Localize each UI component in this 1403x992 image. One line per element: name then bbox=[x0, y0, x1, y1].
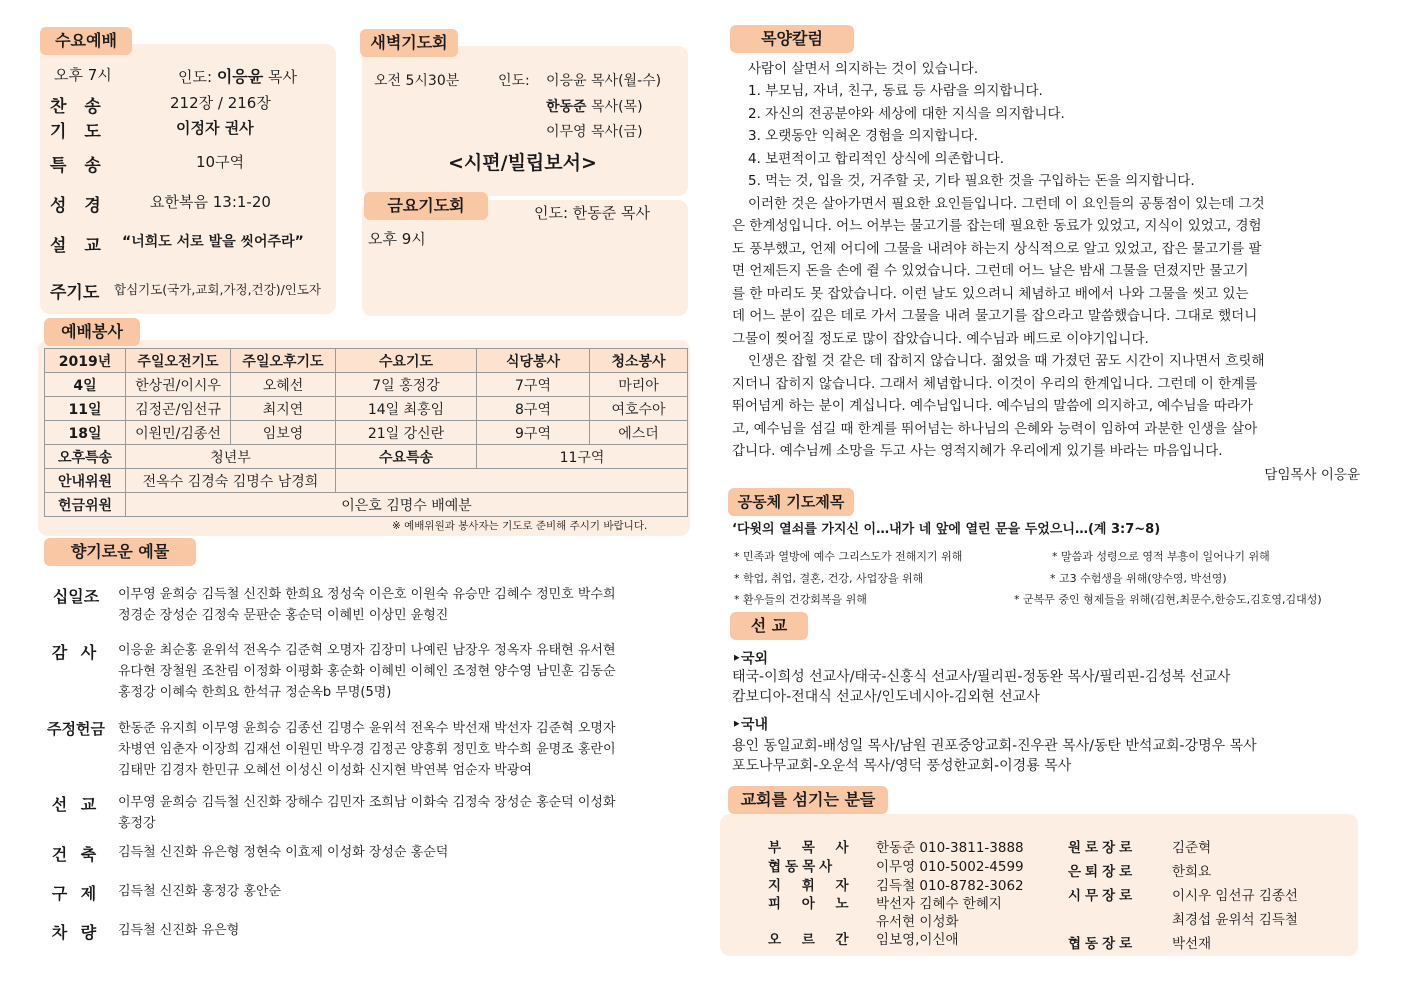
staff-right-row: 협동장로 박선재 bbox=[1068, 936, 1212, 952]
table-row: 11일 김정곤/임선규 최지연 14일 최홍임 8구역 여호수아 bbox=[45, 397, 688, 421]
friday-leader: 인도: 한동준 목사 bbox=[534, 204, 651, 222]
prayer-item: * 고3 수험생을 위해(양수영, 박선영) bbox=[1050, 572, 1227, 585]
mission-title: 선 교 bbox=[730, 612, 808, 640]
column-line: 3. 오랫동안 익혀온 경험을 의지합니다. bbox=[748, 128, 978, 144]
column-line: 갑니다. 예수님께 소망을 두고 사는 영적지혜가 우리에게 있기를 바라는 마음입니다. bbox=[732, 443, 1223, 459]
mission-overseas-label: ‣국외 bbox=[732, 651, 768, 667]
wed-row-scripture: 성 경 요한복음 13:1-20 bbox=[50, 193, 271, 216]
column-line: 1. 부모님, 자녀, 친구, 동료 등 사람을 의지합니다. bbox=[748, 83, 1043, 99]
service-header-row: 2019년 주일오전기도 주일오후기도 수요기도 식당봉사 청소봉사 bbox=[45, 349, 688, 373]
service-table bbox=[44, 348, 688, 517]
offering-members-row: 헌금위원 이은호 김명수 배예분 bbox=[45, 493, 688, 517]
staff-left-row: 지 휘 자 김득철 010-8782-3062 bbox=[768, 878, 1024, 894]
community-title: 공동체 기도제목 bbox=[728, 488, 854, 516]
friday-title: 금요기도회 bbox=[364, 192, 488, 220]
column-line: 도 풍부했고, 언제 어디에 그물을 내려야 하는지 상식적으로 알고 있었고, 잡은 물고기를 팔 bbox=[732, 241, 1262, 257]
dawn-leader-2: 한동준 목사(목) bbox=[546, 99, 643, 115]
ushers-row: 안내위원 전옥수 김경숙 김명수 남경희 bbox=[45, 469, 688, 493]
staff-right-row: 원로장로 김준혁 bbox=[1068, 840, 1212, 856]
wednesday-leader: 인도: 이응윤 목사 bbox=[178, 67, 297, 86]
wed-row-hymn: 찬 송 212장 / 216장 bbox=[50, 94, 271, 117]
column-line: 4. 보편적이고 합리적인 상식에 의존합니다. bbox=[748, 151, 1005, 167]
wed-row-prayer: 기 도 이정자 권사 bbox=[50, 119, 254, 142]
dawn-time: 오전 5시30분 bbox=[374, 73, 460, 89]
table-row: 18일 이원민/김종선 임보영 21일 강신란 9구역 에스더 bbox=[45, 421, 688, 445]
column-signature: 담임목사 이응윤 bbox=[1264, 467, 1360, 483]
column-line: 를 한 마리도 못 잡았습니다. 이런 날도 있으려니 체념하고 배에서 나와 그물을 씻고 있는 bbox=[732, 286, 1249, 302]
dawn-title: 새벽기도회 bbox=[360, 29, 458, 57]
column-line: 은 한계성입니다. 어느 어부는 물고기를 잡는데 필요한 동료가 있었고, 지식이 있었고, 경험 bbox=[732, 218, 1262, 234]
dawn-leader-1: 이응윤 목사(월-수) bbox=[546, 73, 662, 89]
mission-domestic-line: 포도나무교회-오운석 목사/영덕 풍성한교회-이경룡 목사 bbox=[732, 758, 1072, 774]
prayer-item: * 군복무 중인 형제들을 위해(김현,최문수,한승도,김호영,김대성) bbox=[1014, 593, 1322, 606]
mission-overseas-line: 캄보디아-전대식 선교사/인도네시아-김외현 선교사 bbox=[732, 689, 1040, 705]
prayer-item: * 민족과 열방에 예수 그리스도가 전해지기 위해 bbox=[734, 550, 963, 563]
staff-left-row: 피 아 노 박선자 김혜수 한혜지 bbox=[768, 896, 1002, 912]
wed-row-lords-prayer: 주기도 합심기도(국가,교회,가정,건강)/인도자 bbox=[50, 282, 322, 303]
column-line: 면 언제든지 돈을 손에 쥘 수 있었습니다. 그런데 어느 날은 밤새 그물을 던졌지만 물고기 bbox=[732, 263, 1249, 279]
wed-row-sermon: 설 교 “너희도 서로 발을 씻어주라” bbox=[50, 234, 304, 256]
column-line: 사람이 살면서 의지하는 것이 있습니다. bbox=[748, 61, 979, 77]
column-line: 뛰어넘게 하는 분이 계십니다. 예수님입니다. 예수님의 말씀에 의지하고, 예수님을 따라가 bbox=[732, 398, 1253, 414]
community-verse: ‘다윗의 열쇠를 가지신 이…내가 네 앞에 열린 문을 두었으니…(계 3:7~8) bbox=[732, 522, 1161, 537]
wednesday-title: 수요예배 bbox=[40, 27, 132, 55]
column-title: 목양칼럼 bbox=[730, 25, 854, 53]
mission-domestic-line: 용인 동일교회-배성일 목사/남원 권포중앙교회-진우관 목사/동탄 반석교회-강명우 목사 bbox=[732, 738, 1257, 754]
mission-domestic-label: ‣국내 bbox=[732, 717, 768, 733]
dawn-leader-label: 인도: bbox=[498, 73, 530, 89]
dawn-reading: <시편/빌립보서> bbox=[448, 152, 597, 174]
column-line: 인생은 잡힐 것 같은 데 잡히지 않습니다. 젊었을 때 가졌던 꿈도 시간이 지나면서 흐릿해 bbox=[748, 353, 1265, 369]
column-line: 이러한 것은 살아가면서 필요한 요인들입니다. 그런데 이 요인들의 공통점이 있는데 그것 bbox=[748, 196, 1265, 212]
mission-overseas-line: 태국-이희성 선교사/태국-신홍식 선교사/필리핀-정동완 목사/필리핀-김성복 선교사 bbox=[732, 669, 1231, 685]
staff-left-row: 부 목 사 한동준 010-3811-3888 bbox=[768, 840, 1024, 856]
service-title: 예배봉사 bbox=[44, 318, 140, 346]
table-row: 4일 한상권/이시우 오혜선 7일 홍정강 7구역 마리아 bbox=[45, 373, 688, 397]
dawn-leader-3: 이무영 목사(금) bbox=[546, 124, 643, 140]
prayer-item: * 환우들의 건강회복을 위해 bbox=[734, 593, 867, 606]
column-line: 5. 먹는 것, 입을 것, 거주할 곳, 기타 필요한 것을 구입하는 돈을 의지합니다. bbox=[748, 173, 1195, 189]
column-line: 고, 예수님을 섬길 때 한계를 뛰어넘는 하나님의 은혜와 능력이 임하여 과분한 인생을 살아 bbox=[732, 421, 1258, 437]
friday-time: 오후 9시 bbox=[368, 230, 426, 248]
wednesday-time: 오후 7시 bbox=[54, 66, 112, 84]
staff-left-row: 협동목사 이무영 010-5002-4599 bbox=[768, 859, 1024, 875]
prayer-item: * 말씀과 성령으로 영적 부흥이 일어나기 위해 bbox=[1052, 550, 1270, 563]
wed-row-special: 특 송 10구역 bbox=[50, 153, 245, 176]
staff-right-row: 은퇴장로 한희요 bbox=[1068, 864, 1212, 880]
service-note: ※ 예배위원과 봉사자는 기도로 준비해 주시기 바랍니다. bbox=[392, 520, 648, 532]
prayer-item: * 학업, 취업, 결혼, 건강, 사업장을 위해 bbox=[734, 572, 924, 585]
offerings-title: 향기로운 예물 bbox=[44, 538, 196, 566]
staff-title: 교회를 섬기는 분들 bbox=[728, 786, 888, 814]
column-line: 그물이 찢어질 정도로 많이 잡았습니다. 예수님과 베드로 이야기입니다. bbox=[732, 331, 1149, 347]
staff-left-row: 오 르 간 임보영,이신애 bbox=[768, 932, 959, 948]
column-line: 지더니 잡히지 않습니다. 그래서 체념합니다. 이것이 우리의 한계입니다. 그런데 이 한계를 bbox=[732, 376, 1258, 392]
special-songs-row: 오후특송 청년부 수요특송 11구역 bbox=[45, 445, 688, 469]
column-line: 2. 자신의 전공분야와 세상에 대한 지식을 의지합니다. bbox=[748, 106, 1065, 122]
staff-right-row: 시무장로 이시우 임선규 김종선 bbox=[1068, 888, 1298, 904]
column-line: 데 어느 분이 깊은 데로 가서 그물을 내려 물고기를 잡으라고 말씀했습니다. 그대로 했더니 bbox=[732, 308, 1258, 324]
